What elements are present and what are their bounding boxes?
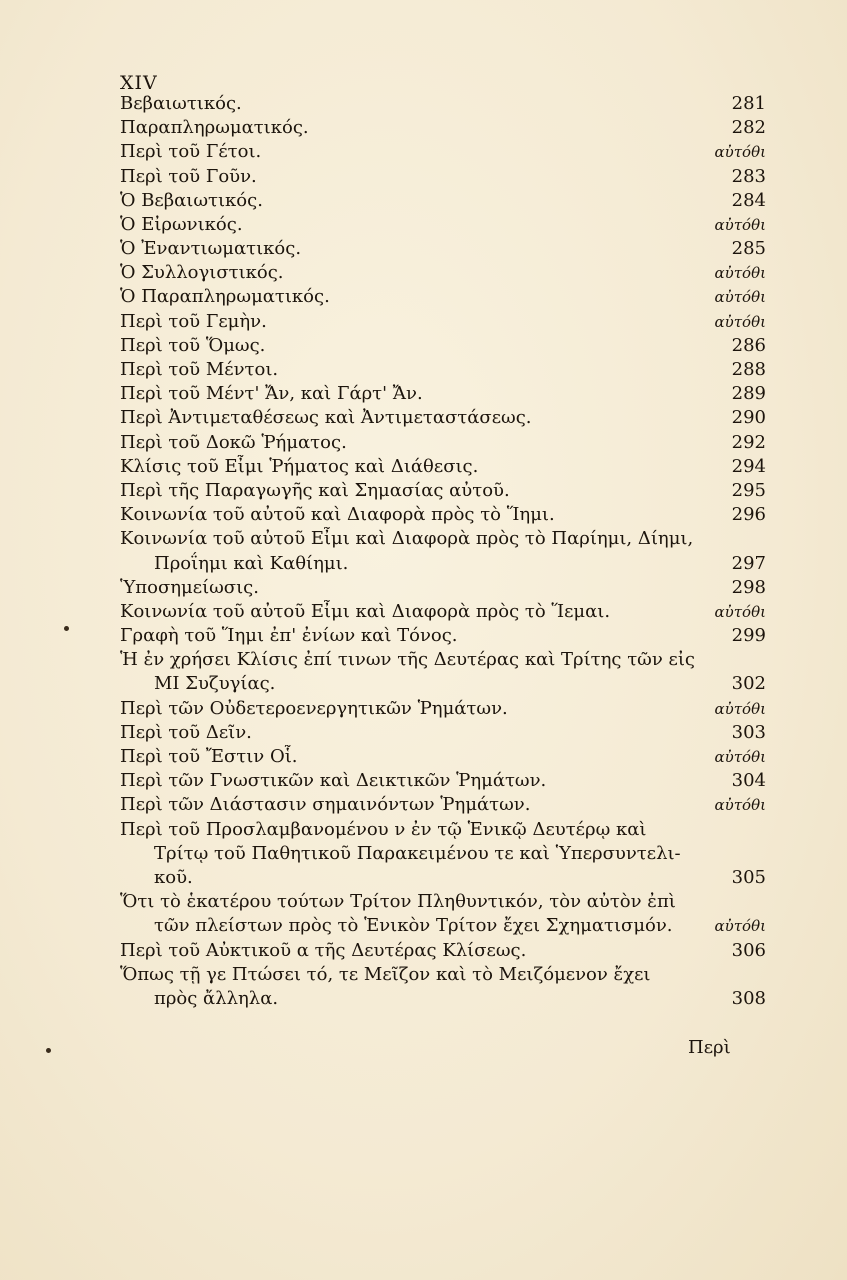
toc-entry — [120, 165, 766, 189]
toc-line — [120, 624, 766, 648]
toc-entry-title: Γραφὴ τοῦ Ἵημι ἐπ' ἐνίων καὶ Τόνος. — [120, 625, 458, 647]
toc-page-reference: 306 — [731, 939, 766, 961]
toc-page-reference: 290 — [731, 407, 766, 429]
toc-page-reference: αὐτόθι — [714, 215, 766, 234]
toc-page-reference: αὐτόθι — [714, 796, 766, 815]
toc-entry — [120, 890, 766, 938]
toc-entry — [120, 939, 766, 963]
toc-line — [120, 600, 766, 624]
toc-entry — [120, 189, 766, 213]
toc-line — [120, 431, 766, 455]
toc-line — [120, 165, 766, 189]
toc-page-reference: 282 — [731, 117, 766, 139]
toc-entry — [120, 334, 766, 358]
toc-line — [120, 527, 766, 551]
toc-line — [120, 382, 766, 406]
toc-line — [120, 406, 766, 430]
toc-entry — [120, 310, 766, 334]
toc-entry-title: πρὸς ἄλληλα. — [154, 987, 279, 1009]
toc-entry-title: Παραπληρωματικός. — [120, 117, 309, 139]
toc-entry — [120, 116, 766, 140]
toc-line — [120, 116, 766, 140]
toc-line — [120, 576, 766, 600]
toc-entry — [120, 431, 766, 455]
toc-entry-title: Περὶ τοῦ Δοκῶ Ῥήματος. — [120, 431, 347, 453]
toc-line — [120, 310, 766, 334]
toc-line — [120, 552, 766, 576]
catchword: Περὶ — [688, 1037, 731, 1058]
toc-entry-title: Περὶ τοῦ Δεῖν. — [120, 721, 252, 743]
toc-entry-title: Τρίτῳ τοῦ Παθητικοῦ Παρακειμένου τε καὶ Ὑπερσυντελι- — [154, 842, 681, 864]
ink-spot — [64, 626, 69, 631]
toc-entry-title: τῶν πλείστων πρὸς τὸ Ἑνικὸν Τρίτον ἔχει Σχηματισμόν. — [154, 915, 673, 937]
toc-entry — [120, 793, 766, 817]
toc-line — [120, 261, 766, 285]
toc-page-reference: 304 — [731, 770, 766, 792]
toc-entry-title: Περὶ τοῦ Αὐκτικοῦ α τῆς Δευτέρας Κλίσεως. — [120, 939, 527, 961]
toc-page-reference: 303 — [731, 721, 766, 743]
toc-page-reference: αὐτόθι — [714, 264, 766, 283]
toc-line — [120, 673, 766, 697]
toc-line — [120, 479, 766, 503]
toc-page-reference: 292 — [731, 431, 766, 453]
toc-line — [120, 334, 766, 358]
toc-entry-title: κοῦ. — [154, 866, 193, 888]
toc-entry-title: Κλίσις τοῦ Εἶμι Ῥήματος καὶ Διάθεσις. — [120, 455, 479, 477]
toc-page-reference: αὐτόθι — [714, 748, 766, 767]
toc-entry — [120, 237, 766, 261]
toc-line — [120, 721, 766, 745]
toc-entry — [120, 261, 766, 285]
toc-line — [120, 914, 766, 938]
toc-entry — [120, 286, 766, 310]
toc-entry-title: Ὁ Συλλογιστικός. — [120, 262, 284, 284]
toc-page-reference: 288 — [731, 359, 766, 381]
toc-line — [120, 890, 766, 914]
toc-entry-title: Περὶ τῶν Οὐδετεροενεργητικῶν Ῥημάτων. — [120, 697, 508, 719]
toc-entry — [120, 818, 766, 891]
toc-entry-title: Ὅτι τὸ ἑκατέρου τούτων Τρίτον Πληθυντικόν, τὸν αὐτὸν ἐπὶ — [120, 891, 676, 913]
toc-page-reference: 308 — [731, 987, 766, 1009]
toc-page-reference: αὐτόθι — [714, 312, 766, 331]
toc-page-reference: αὐτόθι — [714, 143, 766, 162]
toc-entry-title: Περὶ τῶν Διάστασιν σημαινόντων Ῥημάτων. — [120, 794, 531, 816]
toc-line — [120, 769, 766, 793]
toc-page-reference: 285 — [731, 238, 766, 260]
toc-entry-title: Περὶ τοῦ Ὅμως. — [120, 334, 266, 356]
toc-entry — [120, 600, 766, 624]
toc-entry — [120, 358, 766, 382]
toc-entry-title: Περὶ τοῦ Ἔστιν Οἷ. — [120, 746, 298, 768]
toc-line — [120, 92, 766, 116]
toc-line — [120, 793, 766, 817]
page-number: XIV — [120, 72, 158, 94]
toc-line — [120, 286, 766, 310]
toc-entry — [120, 382, 766, 406]
toc-entry-title: ΜΙ Συζυγίας. — [154, 673, 276, 695]
toc-entry — [120, 624, 766, 648]
toc-page-reference: 296 — [731, 504, 766, 526]
toc-line — [120, 189, 766, 213]
toc-entry-title: Περὶ τῆς Παραγωγῆς καὶ Σημασίας αὐτοῦ. — [120, 479, 510, 501]
toc-page-reference: αὐτόθι — [714, 288, 766, 307]
toc-page-reference: 289 — [731, 383, 766, 405]
toc-line — [120, 358, 766, 382]
toc-page-reference: 283 — [731, 165, 766, 187]
toc-line — [120, 842, 766, 866]
toc-line — [120, 503, 766, 527]
toc-entry-title: Περὶ τῶν Γνωστικῶν καὶ Δεικτικῶν Ῥημάτων. — [120, 770, 547, 792]
toc-page-reference: 286 — [731, 334, 766, 356]
toc-entry — [120, 745, 766, 769]
toc-line — [120, 745, 766, 769]
toc-page-reference: 281 — [731, 92, 766, 114]
toc-entry — [120, 140, 766, 164]
toc-entry — [120, 721, 766, 745]
toc-entry — [120, 697, 766, 721]
toc-entry-title: Περὶ τοῦ Μέντοι. — [120, 359, 279, 381]
toc-entry-title: Κοινωνία τοῦ αὐτοῦ Εἶμι καὶ Διαφορὰ πρὸς τὸ Παρίημι, Δίημι, — [120, 528, 694, 550]
toc-line — [120, 213, 766, 237]
toc-entry — [120, 455, 766, 479]
toc-entry — [120, 406, 766, 430]
toc-page-reference: 298 — [731, 576, 766, 598]
toc-entry-title: Περὶ Ἀντιμεταθέσεως καὶ Ἀντιμεταστάσεως. — [120, 407, 532, 429]
toc-entry-title: Ὑποσημείωσις. — [120, 576, 259, 598]
toc-line — [120, 939, 766, 963]
toc-entry-title: Προΐημι καὶ Καθίημι. — [154, 552, 349, 574]
toc-entry — [120, 648, 766, 696]
toc-entry-title: Περὶ τοῦ Γέτοι. — [120, 141, 262, 163]
toc-line — [120, 140, 766, 164]
toc-entry-title: Ὁ Βεβαιωτικός. — [120, 189, 263, 211]
toc-entry — [120, 963, 766, 1011]
toc-line — [120, 455, 766, 479]
toc-entry-title: Ἡ ἐν χρήσει Κλίσις ἐπί τινων τῆς Δευτέρας καὶ Τρίτης τῶν εἰς — [120, 649, 695, 671]
toc-page-reference: αὐτόθι — [714, 602, 766, 621]
toc-page-reference: 299 — [731, 625, 766, 647]
toc-page-reference: αὐτόθι — [714, 917, 766, 936]
toc-entry — [120, 213, 766, 237]
toc-entry — [120, 92, 766, 116]
toc-entry-title: Ὁ Ἐναντιωματικός. — [120, 238, 302, 260]
toc-entry-title: Περὶ τοῦ Προσλαμβανομένου ν ἐν τῷ Ἑνικῷ Δευτέρῳ καὶ — [120, 818, 647, 840]
toc-entry-title: Περὶ τοῦ Γεμὴν. — [120, 310, 267, 332]
toc-line — [120, 818, 766, 842]
toc-entry-title: Βεβαιωτικός. — [120, 92, 242, 114]
toc-page-reference: 295 — [731, 479, 766, 501]
toc-page-reference: 294 — [731, 455, 766, 477]
toc-page-reference: 305 — [731, 866, 766, 888]
table-of-contents — [120, 92, 766, 1011]
toc-entry-title: Ὁ Παραπληρωματικός. — [120, 286, 330, 308]
toc-page-reference: 284 — [731, 189, 766, 211]
toc-entry — [120, 503, 766, 527]
toc-line — [120, 866, 766, 890]
toc-entry-title: Ὅπως τῇ γε Πτώσει τό, τε Μεῖζον καὶ τὸ Μειζόμενον ἔχει — [120, 963, 651, 985]
toc-entry — [120, 479, 766, 503]
toc-entry-title: Περὶ τοῦ Γοῦν. — [120, 165, 257, 187]
toc-entry-title: Κοινωνία τοῦ αὐτοῦ Εἶμι καὶ Διαφορὰ πρὸς τὸ Ἵεμαι. — [120, 600, 611, 622]
toc-page-reference: αὐτόθι — [714, 699, 766, 718]
toc-line — [120, 237, 766, 261]
toc-page-reference: 297 — [731, 552, 766, 574]
toc-entry — [120, 576, 766, 600]
toc-entry-title: Ὁ Εἰρωνικός. — [120, 213, 243, 235]
toc-page-reference: 302 — [731, 673, 766, 695]
toc-entry — [120, 769, 766, 793]
toc-line — [120, 963, 766, 987]
toc-entry-title: Κοινωνία τοῦ αὐτοῦ καὶ Διαφορὰ πρὸς τὸ Ἵημι. — [120, 504, 555, 526]
toc-line — [120, 697, 766, 721]
toc-line — [120, 648, 766, 672]
toc-line — [120, 987, 766, 1011]
ink-spot — [46, 1048, 51, 1053]
toc-entry — [120, 527, 766, 575]
toc-entry-title: Περὶ τοῦ Μέντ' Ἄν, καὶ Γάρτ' Ἄν. — [120, 383, 423, 405]
